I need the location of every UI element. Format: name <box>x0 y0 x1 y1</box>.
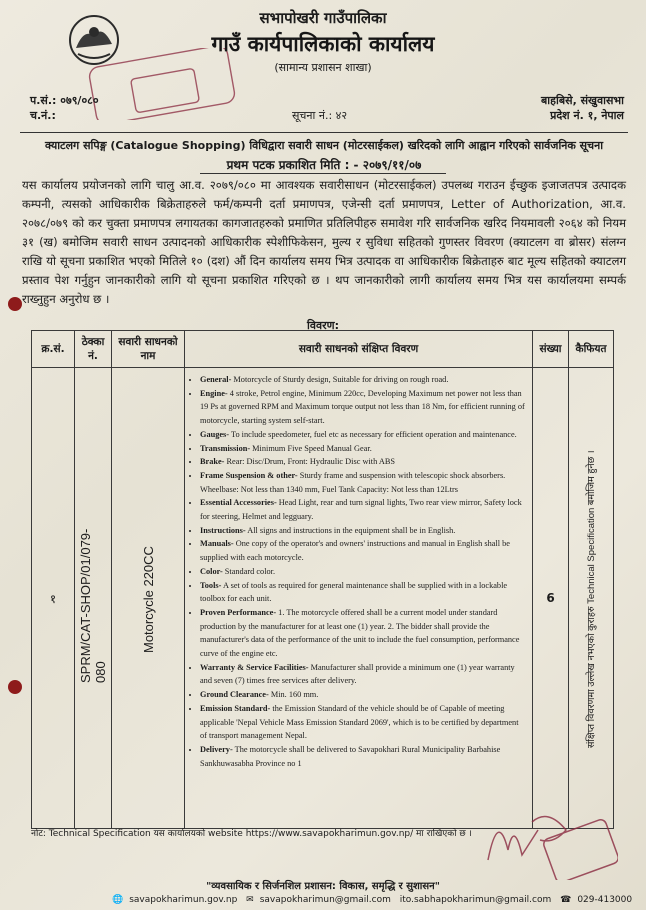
spec-text: Min. 160 mm. <box>268 690 319 700</box>
office-stamp-icon <box>88 48 238 120</box>
spec-item <box>200 428 527 442</box>
spec-text: A set of tools as required for general maintenance shall be supplied with in a lockable toolbox for each unit. <box>200 580 508 604</box>
spec-item <box>200 537 527 564</box>
office-slogan: "व्यवसायिक र सिर्जनशिल प्रशासन: विकास, समृद्धि र सुशासन" <box>206 881 440 892</box>
cell-specs <box>185 368 533 829</box>
cell-contract <box>75 368 112 829</box>
spec-list <box>186 369 531 772</box>
spec-text: Sturdy frame and suspension with telescopic shock absorbers. Wheelbase: Not less than 1340 mm, Fuel Tank Capacity: Not less than 12Ltrs <box>200 470 506 494</box>
spec-label: Emission Standard- <box>200 703 271 713</box>
spec-item <box>200 455 527 469</box>
footer-website: savapokharimun.gov.np <box>129 895 238 905</box>
office-location: बाहबिसे, संखुवासभा <box>541 94 624 107</box>
spec-item <box>200 661 527 688</box>
spec-label: Manuals- <box>200 539 234 549</box>
publish-date: प्रथम पटक प्रकाशित मिति : - २०७९/११/०७ <box>226 158 422 172</box>
contact-footer <box>112 895 638 905</box>
spec-item <box>200 702 527 743</box>
spec-label: Instructions- <box>200 525 246 535</box>
divider <box>20 132 628 133</box>
spec-item <box>200 387 527 428</box>
spec-label: Ground Clearance- <box>200 690 269 700</box>
footer-email1: savapokharimun@gmail.com <box>259 895 391 905</box>
spec-text: Rear: Disc/Drum, Front: Hydraulic Disc with ABS <box>224 457 395 467</box>
spec-item <box>200 688 527 702</box>
footer-email2: ito.sabhapokharimun@gmail.com <box>399 895 552 905</box>
table-caption: विवरण: <box>307 319 339 332</box>
spec-text: Minimum Five Speed Manual Gear. <box>250 443 372 453</box>
header-vehicle: सवारी साधनको नाम <box>112 331 185 368</box>
spec-text: 4 stroke, Petrol engine, Minimum 220cc, Developing Maximum net power not less than 19 Ps at governed RPM and Maximum torque output not less than 18 Nm, for efficient running of motorcycle, starting system self-start. <box>200 388 525 426</box>
ps-number: प.सं.: ०७९/०८० <box>30 94 99 107</box>
spec-label: Gauges- <box>200 429 230 439</box>
spec-label: Essential Accessories- <box>200 498 277 508</box>
spec-text: Motorcycle of Sturdy design, Suitable for driving on rough road. <box>231 375 449 384</box>
spec-item <box>200 524 527 538</box>
header-sn: क्र.सं. <box>32 331 75 368</box>
punch-hole-icon <box>8 297 22 311</box>
spec-label: Tools- <box>200 580 222 590</box>
globe-icon: 🌐 <box>112 895 124 905</box>
footnote: नोट: Technical Specification यस कार्यालयको website https://www.savapokharimun.gov.np/ मा राखिएको छ । <box>31 829 472 839</box>
spec-item <box>200 606 527 661</box>
spec-item <box>200 496 527 523</box>
spec-item <box>200 442 527 456</box>
mail-icon: ✉ <box>246 895 254 905</box>
signature-stamp-icon <box>478 800 618 880</box>
header-remarks: कैफियत <box>569 331 614 368</box>
punch-hole-icon <box>8 680 22 694</box>
spec-text: One copy of the operator's and owners' instructions and manual in English shall be supplied with each motorcycle. <box>200 539 510 563</box>
office-name: गाउँ कार्यपालिकाको कार्यालय <box>211 32 435 56</box>
spec-label: Transmission- <box>200 443 251 453</box>
table-header-row <box>32 331 614 368</box>
spec-item <box>200 373 527 387</box>
table-row <box>32 368 614 829</box>
spec-text: Head Light, rear and turn signal lights, Two rear view mirror, Safety lock for steering, Helmet and legguary. <box>200 498 522 522</box>
notice-number: सूचना नं.: ४२ <box>292 109 348 122</box>
office-province: प्रदेश नं. १, नेपाल <box>550 109 624 122</box>
cell-qty: 6 <box>533 368 569 829</box>
spec-item <box>200 579 527 606</box>
cell-sn: १ <box>32 368 75 829</box>
cn-number: च.नं.: <box>30 109 56 122</box>
footer-phone: 029-413000 <box>577 895 633 905</box>
spec-text: the Emission Standard of the vehicle should be of Capable of meeting applicable 'Nepal Vehicle Mass Emission Standard 2069', which is to be certified by department of transport management Nepal. <box>200 703 519 741</box>
spec-label: Warranty & Service Facilities- <box>200 662 309 672</box>
spec-item <box>200 743 527 770</box>
spec-label: Engine- <box>200 388 228 398</box>
spec-label: Proven Performance- <box>200 607 277 617</box>
contract-number: SPRM/CAT-SHOP/01/079-080 <box>78 528 108 683</box>
section-name: (सामान्य प्रशासन शाखा) <box>274 61 372 74</box>
header-desc: सवारी साधनको संक्षिप्त विवरण <box>185 331 533 368</box>
org-name: सभापोखरी गाउँपालिका <box>259 9 387 27</box>
vehicle-name: Motorcycle 220CC <box>140 546 156 653</box>
phone-icon: ☎ <box>560 895 572 905</box>
spec-label: Brake- <box>200 457 225 467</box>
spec-label: Delivery- <box>200 744 233 754</box>
cell-vehicle <box>112 368 185 829</box>
remarks-text: संक्षिप्त विवरणमा उल्लेख नभएको कुराहरु Technical Specification बमोजिम हुनेछ । <box>585 450 597 748</box>
spec-item <box>200 469 527 496</box>
spec-label: Frame Suspension & other- <box>200 470 298 480</box>
specification-table <box>31 330 614 829</box>
cell-remarks <box>569 368 614 829</box>
date-underline <box>200 173 446 174</box>
notice-title: क्याटलग सपिङ्ग (Catalogue Shopping) विधिद्वारा सवारी साधन (मोटरसाईकल) खरिदको लागि आह्वान गरिएको सार्वजनिक सूचना <box>44 139 604 152</box>
header-qty: संख्या <box>533 331 569 368</box>
notice-body: यस कार्यालय प्रयोजनको लागि चालु आ.व. २०७९/०८० मा आवश्यक सवारीसाधन (मोटरसाईकल) उपलब्ध गराउन ईच्छुक इजाजतपत्र उत्पादक कम्पनी, त्यसको आधिकारीक बिक्रेताहरुले फर्म/कम्पनी दर्ता प्रमाणपत्र, एजेन्सी दर्ता प्रमाणपत्र, Letter of Authorization, आ.व. २०७८/०७९ को कर चुक्ता प्रमाणपत्र लगायतका कागजातहरुको प्रमाणित प्रतिलिपीहरु समावेश गरि सार्वजनिक खरिद नियमावली २०६४ को नियम ३१ (ख) बमोजिम सवारी साधन उत्पादनको आधिकारीक स्पेशीफिकेसन, मुल्य र सुविधा सहितको गुणस्तर विवरण (क्याटलग वा ब्रोसर) संलग्न राखि यो सूचना प्रकाशित भएको मितिले १० (दश) औं दिन कार्यालय समय भित्र उत्पादक वा आधिकारीक बिक्रेताहरु बाट मूल्य सहितको क्याटलग प्रस्ताव पेश गर्नुहुन जानकारीको लागि यो सूचना प्रकाशित गरिएको छ । थप जानकारीको लागी कार्यालय समय भित्र यस कार्यालयमा सम्पर्क राख्नुहुन अनुरोध छ । <box>22 178 626 306</box>
spec-text: 1. The motorcycle offered shall be a current model under standard production by the manufacturer for at least one (1) year. 2. The bidder shall provide the manufacturer's data of the performance of the unit to include the fuel consumption, performance curve of the engine etc. <box>200 607 520 659</box>
spec-text: Standard color. <box>222 566 276 576</box>
header-contract: ठेक्का नं. <box>75 331 112 368</box>
spec-text: The motorcycle shall be delivered to Savapokhari Rural Municipality Barbahise Sankhuwasabha Province no 1 <box>200 744 501 768</box>
spec-text: To include speedometer, fuel etc as necessary for efficient operation and maintenance. <box>229 429 517 439</box>
spec-item <box>200 565 527 579</box>
spec-text: Manufacturer shall provide a minimum one (1) year warranty and seven (7) times free services after delivery. <box>200 662 515 686</box>
spec-text: All signs and instructions in the equipment shall be in English. <box>245 525 456 535</box>
spec-label: Color- <box>200 566 223 576</box>
spec-label: General- <box>200 375 232 384</box>
